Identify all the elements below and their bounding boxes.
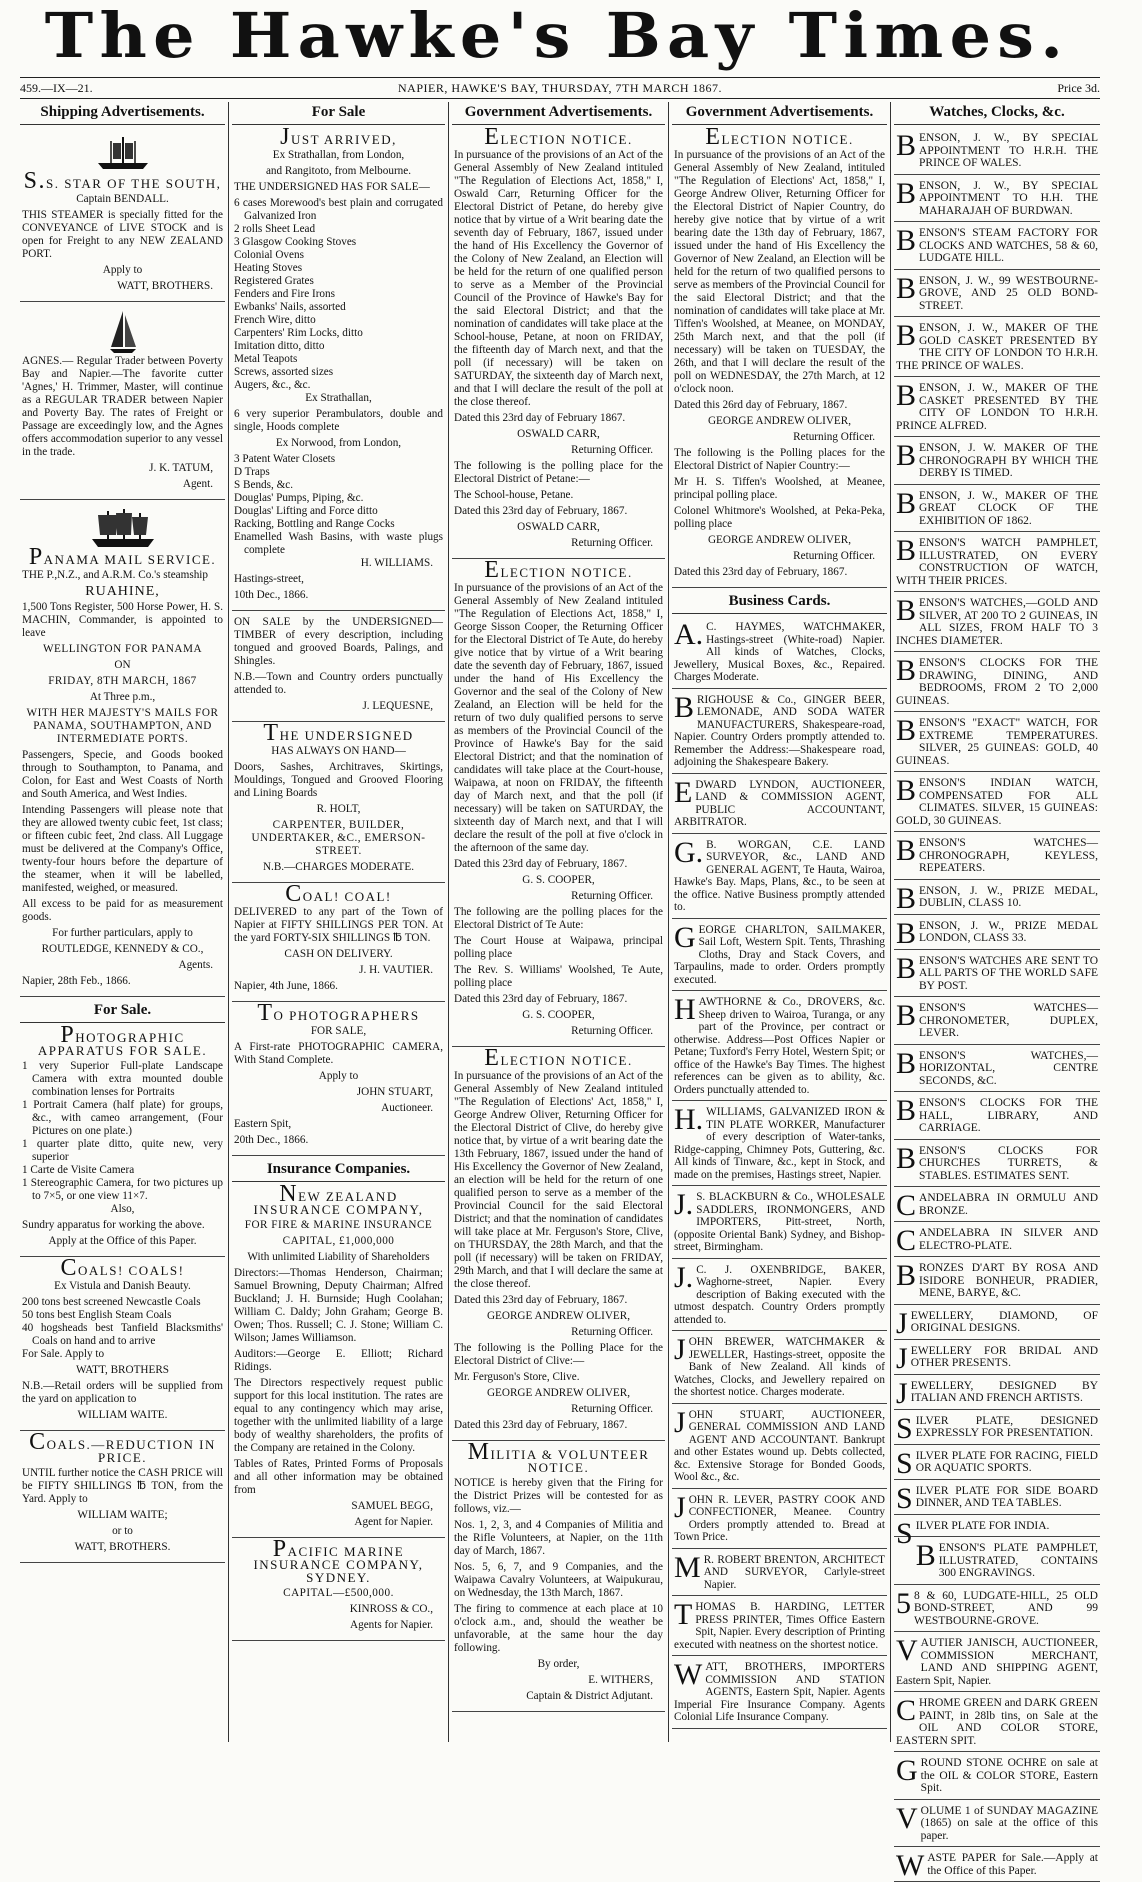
list-item: 3 Glasgow Cooking Stoves [234, 236, 357, 248]
benson-ad: SILVER PLATE, DESIGNED EXPRESSLY FOR PRESENTATION. [896, 1411, 1098, 1445]
column-divider [228, 102, 229, 1742]
ad-subtitle: HAS ALWAYS ON HAND— [271, 745, 406, 757]
signature: GEORGE ANDREW OLIVER, [707, 534, 852, 546]
benson-ad: JEWELLERY FOR BRIDAL AND OTHER PRESENTS. [896, 1341, 1098, 1375]
polling-place: The Rev. S. Williams' Woolshed, Te Aute, polling place [454, 964, 663, 989]
polling-place: Colonel Whitmore's Woolshed, at Peka-Peka, polling place [674, 505, 885, 530]
benson-ad: BENSON, J. W., PRIZE MEDAL, DUBLIN, CLASS 10. [896, 881, 1098, 915]
benson-ad: BENSON, J. W., PRIZE MEDAL LONDON, CLASS 33. [896, 916, 1098, 950]
benson-ad: BENSON, J. W., 99 WESTBOURNE-GROVE, AND 25 OLD BOND-STREET. [894, 272, 1100, 318]
capital: CAPITAL—£500,000. [283, 1587, 394, 1599]
signature-role: Returning Officer. [571, 890, 653, 902]
list-item: French Wire, ditto [234, 314, 316, 326]
section-heading: Shipping Advertisements. [20, 102, 225, 125]
list-item: Enamelled Wash Basins, with waste plugs complete [234, 531, 443, 556]
list-item: Fenders and Fire Irons [234, 288, 335, 300]
ad-body: 6 very superior Perambulators, double and single, Hoods complete [234, 408, 443, 433]
ad-body: NOTICE is hereby given that the Firing for the District Prizes will be contested for as follows, viz.— [454, 1477, 663, 1515]
ad-star-of-the-south [20, 129, 225, 302]
item-list [234, 453, 443, 557]
benson-ad: BENSON'S CLOCKS FOR THE DRAWING, DINING, AND BEDROOMS, FROM 2 TO 2,000 GUINEAS. [894, 654, 1100, 712]
dated: Dated this 23rd day of February, 1867. [454, 505, 628, 517]
dateline [20, 80, 1100, 96]
signature: OSWALD CARR, [517, 428, 600, 440]
ad-body: Nos. 1, 2, 3, and 4 Companies of Militia and the Rifle Volunteers, at Napier, on the 11th day of March, 1867. [454, 1519, 663, 1557]
note: N.B.—Retail orders will be supplied from the yard on application to [22, 1380, 223, 1405]
ad-title: COALS! COALS! [60, 1255, 185, 1281]
signature-role: Returning Officer. [571, 537, 653, 549]
signature: GEORGE ANDREW OLIVER, [707, 415, 852, 427]
price: Price 3d. [1057, 81, 1100, 95]
apply-text: Apply to [102, 264, 143, 276]
column-divider [668, 102, 669, 1742]
benson-ad: SILVER PLATE FOR INDIA. [894, 1517, 1100, 1538]
ad-title: JUST ARRIVED, [280, 124, 397, 150]
polling: The following is the Polling Place for the Electoral District of Clive:— [454, 1342, 663, 1367]
business-card: BRIGHOUSE & Co., GINGER BEER, LEMONADE, AND SODA WATER MANUFACTURERS, Shakespeare-road, Napier. Country Orders promptly attended to. Remember the Address:—Shakespeare road, adjoining the Shakespeare Bakery. [672, 691, 887, 774]
capital: CAPITAL, £1,000,000 [282, 1235, 395, 1247]
item-list [22, 1060, 223, 1203]
ad-intro: THE UNDERSIGNED HAS FOR SALE— [234, 181, 430, 193]
address: Eastern Spit, [234, 1118, 292, 1130]
signature: E. WITHERS, [588, 1674, 653, 1686]
business-card: JOHN STUART, AUCTIONEER, GENERAL COMMISSION AND LAND AGENT AND ACCOUNTANT. Bankrupt and other Estates wound up. Debts collected, &c. Extensive Storage for Bonded Goods, Wool &c., &c. [672, 1406, 887, 1489]
ad-just-arrived [232, 124, 445, 611]
ad-agnes [20, 305, 225, 500]
polling-place: The School-house, Petane. [454, 489, 574, 501]
auditors: Auditors:—George E. Elliott; Richard Ridings. [234, 1348, 443, 1373]
apply-text: Apply to [318, 1070, 359, 1082]
item-list [234, 197, 443, 392]
ad-coal [232, 881, 445, 1002]
benson-ad: SILVER PLATE FOR RACING, FIELD OR AQUATIC SPORTS. [896, 1446, 1098, 1480]
ad-stone-ochre: GROUND STONE OCHRE on sale at the OIL & COLOR STORE, Eastern Spit. [894, 1754, 1100, 1800]
ad-body: Passengers, Specie, and Goods booked through to Southampton, to Panama, and Colon, for East and West Coasts of North and South America, and West Indies. [22, 749, 223, 800]
top-rule [20, 77, 1100, 78]
signature: OSWALD CARR, [517, 521, 600, 533]
signature-role: Returning Officer. [793, 550, 875, 562]
business-card: GEORGE CHARLTON, SAILMAKER, Sail Loft, Western Spit. Tents, Thrashing Cloths, Dray and Stack Covers, and Tarpaulins, made to order. Orders promptly executed. [672, 921, 887, 992]
list-item: Registered Grates [234, 275, 314, 287]
list-item: 40 hogsheads best Tanfield Blacksmiths' Coals on hand and to arrive [22, 1322, 223, 1347]
list-item: Carpenters' Rim Locks, ditto [234, 327, 363, 339]
benson-ad: 58 & 60, LUDGATE-HILL, 25 OLD BOND-STREET, AND 99 WESTBOURNE-GROVE. [894, 1587, 1100, 1633]
business-card: JOHN R. LEVER, PASTRY COOK AND CONFECTIONER, Meanee. Country Orders promptly attended to. Bread at Town Price. [672, 1491, 887, 1549]
business-card: EDWARD LYNDON, AUCTIONEER, LAND & COMMISSION AGENT, PUBLIC ACCOUNTANT, ARBITRATOR. [672, 776, 887, 834]
ad-title: NEW ZEALAND INSURANCE COMPANY, [253, 1181, 424, 1217]
ad-holt [232, 720, 445, 883]
for-sale: For Sale. Apply to [22, 1348, 105, 1360]
list-item: 1 quarter plate ditto, quite new, very superior [22, 1138, 223, 1163]
business-card: HAWTHORNE & Co., DROVERS, &c. Sheep driven to Wairoa, Turanga, or any part of the Province, per contract or otherwise. Address—Post Offices Napier or Petane; Tuxford's Ferry Hotel, Western Spit; or office of the Hawke's Bay Times. The highest references can be given as to ability, &c. Orders punctually attended to. [672, 993, 887, 1101]
ad-subtitle: FOR FIRE & MARINE INSURANCE [244, 1219, 433, 1231]
signature-role: Agent for Napier. [354, 1516, 433, 1528]
ad-nz-insurance [232, 1181, 445, 1538]
signature: H. WILLIAMS. [360, 557, 433, 569]
ad-body: THIS STEAMER is specially fitted for the CONVEYANCE of LIVE STOCK and is open for Freight to any NEW ZEALAND PORT. [22, 209, 223, 260]
list-item: 6 cases Morewood's best plain and corrugated Galvanized Iron [234, 197, 443, 222]
benson-ad: BENSON, J. W., BY SPECIAL APPOINTMENT TO H.H. THE MAHARAJAH OF BURDWAN. [894, 177, 1100, 223]
liability: With unlimited Liability of Shareholders [247, 1251, 430, 1263]
by-order: By order, [537, 1658, 580, 1670]
business-card: JOHN BREWER, WATCHMAKER & JEWELLER, Hastings-street, opposite the Bank of New Zealand. All kinds of Watches, Clocks, and Jewellery repaired on the shortest notice. Charges moderate. [672, 1333, 887, 1404]
signature: GEORGE ANDREW OLIVER, [486, 1387, 631, 1399]
signature: G. S. COOPER, [522, 874, 595, 886]
ad-panama-mail [20, 503, 225, 997]
ad-body: The firing to commence at each place at 10 o'clock a.m., and, should the weather be unfavorable, at the same hour the day following. [454, 1603, 663, 1654]
business-card: J.S. BLACKBURN & Co., WHOLESALE SADDLERS, IRONMONGERS, AND IMPORTERS, Pitt-street, North, (opposite Oriental Bank) Sydney, and Bishop-street, Birmingham. [672, 1188, 887, 1259]
section-heading: Watches, Clocks, &c. [894, 102, 1100, 125]
column-for-sale [232, 102, 445, 1742]
agents-role: Agents. [178, 959, 213, 971]
signature: KINROSS & CO., [349, 1603, 433, 1615]
ad-body: Nos. 5, 6, 7, and 9 Companies, and the Waipawa Cavalry Volunteers, at Waipukurau, on Wednesday, the 13th March, 1867. [454, 1561, 663, 1599]
ad-body: A First-rate PHOTOGRAPHIC CAMERA, With Stand Complete. [234, 1041, 443, 1066]
ad-title: MILITIA & VOLUNTEER NOTICE. [467, 1439, 650, 1475]
list-item: Douglas' Pumps, Piping, &c. [234, 492, 364, 504]
ad-body: In pursuance of the provisions of an Act of the General Assembly of New Zealand, intituled "The Regulation of Elections' Act, 1858," I, George Andrew Oliver, Returning Officer for the Electoral District of Napier Country, do hereby give notice that by virtue of a writ bearing date the 13th day of February, 1867, issued under the hand of His Excellency the Governor of New Zealand, an Election will be held for the return of two qualified persons to serve as members of the Provincial Council for the said Electoral District; and that the nomination of candidates will take place at Mr. Tiffen's Woolshed, at Meanee, on MONDAY, 25th March next, and that the poll (if necessary) will be taken on TUESDAY, the 26th, and that I will declare the result of the poll on WEDNESDAY, the 27th March, at 12 o'clock noon. [674, 149, 885, 395]
list-item: 50 tons best English Steam Coals [22, 1309, 172, 1321]
signature-role: Returning Officer. [571, 444, 653, 456]
signature: GEORGE ANDREW OLIVER, [486, 1310, 631, 1322]
benson-ad: BENSON, J. W., MAKER OF THE CASKET PRESENTED BY THE CITY OF LONDON TO H.R.H. PRINCE ALFRED. [894, 379, 1100, 437]
date-place: NAPIER, HAWKE'S BAY, THURSDAY, 7TH MARCH 1867. [397, 81, 723, 95]
ad-body: 1,500 Tons Register, 500 Horse Power, H. S. MACHIN, Commander, is appointed to leave [22, 601, 223, 639]
ad-waste-paper: WASTE PAPER for Sale.—Apply at the Office of this Paper. [896, 1849, 1098, 1882]
steamship-icon [88, 507, 158, 549]
list-item: 3 Patent Water Closets [234, 453, 336, 465]
dated: Dated this 23rd day of February 1867. [454, 412, 626, 424]
list-item: 200 tons best screened Newcastle Coals [22, 1296, 201, 1308]
ad-title: S.S. STAR OF THE SOUTH, [23, 168, 222, 194]
ad-title: COALS.—REDUCTION IN PRICE. [29, 1429, 216, 1465]
sailboat-icon [108, 309, 138, 353]
signature-role: Auctioneer. [381, 1102, 433, 1114]
ad-title: PANAMA MAIL SERVICE. [28, 544, 217, 570]
ad-body: In pursuance of the provisions of an Act of the General Assembly of New Zealand intituled "The Regulation of Elections Act, 1858," I, Oswald Carr, Returning Officer for the Electoral District of Petane, do hereby give notice that by virtue of a Writ bearing date the seventh day of February, 1867, issued under the hand of His Excellency the Governor of the Colony of New Zealand, an Election will be held for the return of one qualified person to serve as a Member of the Provincial Council of the Province of Hawke's Bay for the said Electoral District; and that the nomination of candidates will take place at the School-house, Petane, at noon on FRIDAY, the fifteenth day of March next, and that the poll (if necessary) will be taken on SATURDAY, the sixteenth day of March next, and that I will declare the result of the poll at the close thereof. [454, 149, 663, 408]
ad-election-te-aute [452, 557, 665, 1047]
ad-timber [232, 614, 445, 722]
signature-role: Returning Officer. [571, 1326, 653, 1338]
dated: 20th Dec., 1866. [234, 1134, 309, 1146]
item-list [22, 1296, 223, 1348]
column-shipping [20, 102, 225, 1742]
list-item: Racking, Bottling and Range Cocks [234, 518, 395, 530]
benson-ad: BENSON'S INDIAN WATCH, COMPENSATED FOR ALL CLIMATES. SILVER, 15 GUINEAS: GOLD, 30 GUINEAS. [894, 774, 1100, 832]
business-card: MR. ROBERT BRENTON, ARCHITECT AND SURVEYOR, Carlyle-street Napier. [672, 1551, 887, 1597]
dated: Dated this 23rd day of February, 1867. [454, 993, 628, 1005]
signature: WILLIAM WAITE; [77, 1509, 168, 1521]
ex-ship: and Rangitoto, from Melbourne. [265, 165, 412, 177]
list-item: D Traps [234, 466, 270, 478]
dated: Dated this 23rd day of February, 1867. [454, 1419, 628, 1431]
ad-pacific-marine [232, 1536, 445, 1641]
business-card: H.WILLIAMS, GALVANIZED IRON & TIN PLATE WORKER, Manufacturer of every description of Water-tanks, Ridge-capping, Chimney Pots, Guttering, &c. All kinds of Tinware, &c., kept in Stock, and made on the premises, Hastings street, Napier. [672, 1103, 887, 1186]
benson-ad: BENSON'S WATCHES,—HORIZONTAL, CENTRE SECONDS, &C. [894, 1047, 1100, 1093]
agent: WATT, BROTHERS [75, 1364, 170, 1376]
benson-ad: BENSON, J. W., MAKER OF THE GOLD CASKET PRESENTED BY THE CITY OF LONDON TO H.R.H. THE PRINCE OF WALES. [894, 319, 1100, 377]
benson-ad: BENSON'S WATCHES—CHRONOGRAPH, KEYLESS, REPEATERS. [894, 834, 1100, 880]
or-text: or to [112, 1525, 133, 1537]
benson-ad: BENSON'S WATCHES,—GOLD AND SILVER, AT 200 TO 2 GUINEAS, IN ALL SIZES, FROM HALF TO 3 INCHES DIAMETER. [894, 594, 1100, 652]
on: ON [114, 659, 131, 671]
dated: Dated this 23rd day of February, 1867. [674, 566, 848, 578]
list-item: Metal Teapots [234, 353, 298, 365]
ad-title: ELECTION NOTICE. [484, 1045, 633, 1071]
benson-ad: BENSON'S WATCHES ARE SENT TO ALL PARTS OF THE WORLD SAFE BY POST. [894, 952, 1100, 998]
ad-photographic-apparatus [20, 1022, 225, 1257]
polling-place: Mr. Ferguson's Store, Clive. [454, 1371, 580, 1383]
benson-ad: BENSON'S WATCH PAMPHLET, ILLUSTRATED, ON EVERY CONSTRUCTION OF WATCH, WITH THEIR PRICES. [894, 534, 1100, 592]
polling-place: The Court House at Waipawa, principal polling place [454, 935, 663, 960]
ad-title: ELECTION NOTICE. [484, 124, 633, 150]
trade: CARPENTER, BUILDER, UNDERTAKER, &C., EMERSON-STREET. [251, 819, 426, 857]
signature-role: Captain & District Adjutant. [526, 1690, 653, 1702]
benson-ad: JEWELLERY, DESIGNED BY ITALIAN AND FRENCH ARTISTS. [896, 1376, 1098, 1410]
list-item: 1 Stereographic Camera, for two pictures up to 7×5, or one view 11×7. [22, 1177, 223, 1202]
signature-role: Agent. [182, 478, 213, 490]
signature: JOHN STUART, [356, 1086, 433, 1098]
directors: Directors:—Thomas Henderson, Chairman; Samuel Browning, Deputy Chairman; Alfred Buckland; J. H. Burnside; Hugh Coolahan; William C. Daldy; John Graham; George B. Owen; Thos. Russell; C. J. Stone; William C. Wilson; James Williamson. [234, 1267, 443, 1344]
mails: WITH HER MAJESTY'S MAILS FOR PANAMA, SOUTHAMPTON, AND INTERMEDIATE PORTS. [26, 707, 219, 745]
ad-election-napier-country [672, 124, 887, 588]
sailing-time: At Three p.m., [89, 691, 156, 703]
benson-ad: BENSON, J. W. MAKER OF THE CHRONOGRAPH BY WHICH THE DERBY IS TIMED. [894, 439, 1100, 485]
ad-title: TO PHOTOGRAPHERS [257, 1000, 420, 1026]
signature-role: Agents for Napier. [350, 1619, 433, 1631]
list-item: 1 Portrait Camera (half plate) for groups, &c., with cameo arrangement, (Four Pictures on one plate.) [22, 1099, 223, 1137]
signature-role: Returning Officer. [571, 1025, 653, 1037]
address: Hastings-street, [234, 573, 304, 585]
issue-number: 459.—IX—21. [20, 81, 93, 95]
dated: Napier, 4th June, 1866. [234, 980, 338, 992]
ad-body: In pursuance of the provisions of an Act of the General Assembly of New Zealand intituled "The Regulation of Elections Act, 1858," I, George Sisson Cooper, the Returning Officer for the Electoral District of Te Aute, do hereby give notice that by virtue of a Writ bearing date the seventh day of February, 1867, issued under the hand of His Excellency the Governor and the seal of the Colony of New Zealand, an Election will be held for the return of two duly qualified persons to serve as members of the Provincial Council of the Province of Hawke's Bay for the said Electoral District; and that the nomination of candidates will take place at the Court-house, Waipawa, at noon on FRIDAY, the fifteenth day of March next, and that the poll (if necessary) will be taken on SATURDAY, the sixteenth day of March next, and that I will declare the result of the poll at five o'clock in the afternoon of the same day. [454, 582, 663, 854]
dated: Dated this 23rd day of February, 1867. [454, 858, 628, 870]
signature-role: Returning Officer. [571, 1403, 653, 1415]
ex-ship: Ex Vistula and Danish Beauty. [54, 1280, 191, 1292]
list-item: 1 Carte de Visite Camera [22, 1164, 135, 1176]
column-government-1 [452, 102, 665, 1742]
ad-title: ELECTION NOTICE. [705, 124, 854, 150]
polling-place: Mr H. S. Tiffen's Woolshed, at Meanee, principal polling place. [674, 476, 885, 501]
ship-name: RUAHINE, [85, 584, 160, 599]
signature: SAMUEL BEGG, [351, 1500, 433, 1512]
note: N.B.—CHARGES MODERATE. [262, 861, 415, 873]
column-government-2 [672, 102, 887, 1742]
dated: Napier, 28th Feb., 1866. [22, 975, 131, 987]
apply-text: Apply at the Office of this Paper. [48, 1235, 197, 1247]
dated: 10th Dec., 1866. [234, 589, 309, 601]
ad-title: COAL! COAL! [285, 881, 392, 907]
ad-title: PHOTOGRAPHIC APPARATUS FOR SALE. [37, 1022, 208, 1058]
benson-ad: CANDELABRA IN ORMULU AND BRONZE. [896, 1189, 1098, 1222]
note: N.B.—Town and Country orders punctually attended to. [234, 671, 443, 696]
benson-ad: BENSON'S PLATE PAMPHLET, ILLUSTRATED, CONTAINS 300 ENGRAVINGS. [894, 1539, 1100, 1585]
dated: Dated this 26rd day of February, 1867. [674, 399, 848, 411]
benson-ad: JEWELLERY, DIAMOND, OF ORIGINAL DESIGNS. [896, 1306, 1098, 1340]
benson-ad: CANDELABRA IN SILVER AND ELECTRO-PLATE. [896, 1224, 1098, 1257]
list-item: 2 rolls Sheet Lead [234, 223, 316, 235]
ad-chrome-green: CHROME GREEN and DARK GREEN PAINT, in 28lb tins, on Sale at the OIL AND COLOR STORE, EASTERN SPIT. [894, 1694, 1100, 1752]
ad-title: PACIFIC MARINE INSURANCE COMPANY, SYDNEY. [253, 1536, 424, 1585]
ad-body: All excess to be paid for as measurement goods. [22, 898, 223, 923]
business-card: THOMAS B. HARDING, LETTER PRESS PRINTER, Times Office Eastern Spit, Napier. Every description of Printing executed with neatness on the shortest notice. [672, 1598, 887, 1656]
benson-ad: BENSON'S WATCHES—CHRONOMETER, DUPLEX, LEVER. [894, 999, 1100, 1045]
polling: The following is the polling place for the Electoral District of Petane:— [454, 460, 663, 485]
ad-vautier-janisch: VAUTIER JANISCH, AUCTIONEER, COMMISSION MERCHANT, LAND AND SHIPPING AGENT, Eastern Spit, Napier. [894, 1634, 1100, 1692]
captain: Captain BENDALL. [76, 193, 169, 205]
column-watches [894, 102, 1100, 1882]
section-heading: Business Cards. [672, 591, 887, 614]
also: Also, [110, 1203, 135, 1215]
steamship-icon [93, 133, 153, 173]
list-item: Augers, &c., &c. [234, 379, 311, 391]
list-item: Ewbanks' Nails, assorted [234, 301, 346, 313]
ex-ship: Ex Norwood, from London, [275, 437, 402, 449]
business-card: WATT, BROTHERS, IMPORTERS COMMISSION AND STATION AGENTS, Eastern Spit, Napier. Agents Imperial Fire Insurance Company. Agents Colonial Life Insurance Company. [672, 1658, 887, 1729]
ad-election-clive [452, 1045, 665, 1441]
ad-body: UNTIL further notice the CASH PRICE will be FIFTY SHILLINGS ℔ TON, from the Yard. Apply to [22, 1467, 223, 1505]
signature: WATT, BROTHERS. [74, 1541, 171, 1553]
ad-body: ON SALE by the UNDERSIGNED—TIMBER of every description, including tongued and grooved Boards, Palings, and Shingles. [234, 616, 443, 667]
ad-coals-reduction [20, 1429, 225, 1563]
benson-ad: BENSON'S STEAM FACTORY FOR CLOCKS AND WATCHES, 58 & 60, LUDGATE HILL. [894, 224, 1100, 270]
polling: The following are the polling places for the Electoral District of Te Aute: [454, 906, 663, 931]
agents: ROUTLEDGE, KENNEDY & CO., [41, 943, 204, 955]
signature: G. S. COOPER, [522, 1009, 595, 1021]
ad-photographers [232, 1000, 445, 1156]
column-divider [890, 102, 891, 1742]
section-heading: Government Advertisements. [452, 102, 665, 125]
benson-ad: BENSON'S "EXACT" WATCH, FOR EXTREME TEMPERATURES. SILVER, 25 GUINEAS: GOLD, 40 GUINEAS. [894, 714, 1100, 772]
signature: R. HOLT, [316, 803, 361, 815]
sailing-date: FRIDAY, 8TH MARCH, 1867 [48, 675, 197, 687]
agent: WATT, BROTHERS. [117, 280, 213, 292]
top-rule-2 [20, 98, 1100, 99]
list-item: Screws, assorted sizes [234, 366, 334, 378]
section-heading: Insurance Companies. [232, 1159, 445, 1182]
signature: WILLIAM WAITE. [77, 1409, 168, 1421]
ad-sunday-magazine: VOLUME 1 of SUNDAY MAGAZINE (1865) on sale at the office of this paper. [894, 1802, 1100, 1848]
column-divider [448, 102, 449, 1742]
list-item: Imitation ditto, ditto [234, 340, 325, 352]
list-item: Colonial Ovens [234, 249, 304, 261]
route: WELLINGTON FOR PANAMA [42, 643, 203, 655]
ad-body: AGNES.— Regular Trader between Poverty Bay and Napier.—The favorite cutter 'Agnes,' H. Trimmer, Master, will continue as a REGULAR TRADER between Napier and Poverty Bay. The rates of Freight or Passage are exceedingly low, and the Agnes offers accommodation superior to any vessel in the trade. [22, 355, 223, 458]
signature: J. LEQUESNE, [362, 700, 433, 712]
ad-militia-notice [452, 1439, 665, 1712]
ex-ship: Ex Strathallan, from London, [272, 149, 405, 161]
section-heading: For Sale [232, 102, 445, 125]
cash-note: CASH ON DELIVERY. [284, 948, 393, 960]
dated: Dated this 23rd day of February, 1867. [454, 1294, 628, 1306]
polling: The following is the Polling places for the Electoral District of Napier Country:— [674, 447, 885, 472]
benson-ad: BENSON, J. W., MAKER OF THE GREAT CLOCK OF THE EXHIBITION OF 1862. [894, 487, 1100, 533]
benson-ad: BENSON, J. W., BY SPECIAL APPOINTMENT TO H.R.H. THE PRINCE OF WALES. [894, 129, 1100, 175]
ad-body: Tables of Rates, Printed Forms of Proposals and all other information may be obtained from [234, 1458, 443, 1496]
signature: J. H. VAUTIER. [359, 964, 433, 976]
list-item: Heating Stoves [234, 262, 303, 274]
signature: J. K. TATUM, [149, 462, 213, 474]
ad-title: ELECTION NOTICE. [484, 557, 633, 583]
ad-coals [20, 1255, 225, 1431]
list-item: S Bends, &c. [234, 479, 294, 491]
ad-subtitle: FOR SALE, [310, 1025, 367, 1037]
sundry: Sundry apparatus for working the above. [22, 1219, 205, 1231]
list-item: 1 very Superior Full-plate Landscape Camera with extra mounted double combination lenses for Portraits [22, 1060, 223, 1098]
business-card: A.C. HAYMES, WATCHMAKER, Hastings-street (White-road) Napier. All kinds of Watches, Clocks, Jewellery, Musical Boxes, &c., Repaired. Charges Moderate. [672, 618, 887, 689]
ad-body: Intending Passengers will please note that they are allowed twenty cubic feet, 1st class; or fifteen cubic feet, 2nd class. All Luggage must be delivered at the Company's Office, twenty-four hours before the departure of the steamer, when it will be labelled, manifested, weighed, or measured. [22, 804, 223, 894]
newspaper-title: The Hawke's Bay Times. [44, 0, 1070, 72]
ad-body: In pursuance of the provisions of an Act of the General Assembly of New Zealand intituled "The Regulation of Elections' Act, 1858," I, George Andrew Oliver, Returning Officer for the Electoral District of Clive, do hereby give notice that, by virtue of a writ bearing date the 13th February, 1867, issued under the hand of His Excellency the Governor of New Zealand, an election will be held for the return of one qualified person to serve as a member of the Provincial Council for the said Electoral District; and that the nomination of candidates will take place at Mr. Ferguson's Store, Clive, on THURSDAY, the 28th March, and that the poll (if necessary) will be taken on FRIDAY, 29th March, and that I will declare the same at the close thereof. [454, 1070, 663, 1290]
ad-body: THE P.,N.Z., and A.R.M. Co.'s steamship [22, 569, 208, 581]
section-heading: Government Advertisements. [672, 102, 887, 125]
ad-body: For further particulars, apply to [52, 927, 193, 939]
signature-role: Returning Officer. [793, 431, 875, 443]
ad-body: The Directors respectively request public support for this local institution. The rates are equal to any contingency which may arise, together with the unlimited liability of a large body of wealthy shareholders, the profits of the Company are retained in the Colony. [234, 1377, 443, 1454]
benson-ad: BENSON'S CLOCKS FOR THE HALL, LIBRARY, AND CARRIAGE. [894, 1094, 1100, 1140]
benson-ad: SILVER PLATE FOR SIDE BOARD DINNER, AND TEA TABLES. [896, 1481, 1098, 1515]
benson-ad: BRONZES D'ART BY ROSA AND ISIDORE BONHEUR, PRADIER, MENE, BARYE, &C. [894, 1259, 1100, 1305]
ad-body: DELIVERED to any part of the Town of Napier at FIFTY SHILLINGS PER TON. At the yard FORTY-SIX SHILLINGS ℔ TON. [234, 906, 443, 944]
section-heading: For Sale. [20, 1000, 225, 1023]
list-item: Douglas' Lifting and Force ditto [234, 505, 378, 517]
business-card: G.B. WORGAN, C.E. LAND SURVEYOR, &c., LAND AND GENERAL AGENT, Te Hauta, Wairoa, Hawke's Bay. Maps, Plans, &c., to be seen at the office. Native Business promptly attended to. [672, 836, 887, 919]
benson-ad: BENSON'S CLOCKS FOR CHURCHES TURRETS, & STABLES. ESTIMATES SENT. [894, 1142, 1100, 1188]
business-card: J.C. J. OXENBRIDGE, BAKER, Waghorne-street, Napier. Every description of Baking executed with the utmost despatch. Country Orders promptly attended to. [672, 1261, 887, 1332]
masthead [0, 0, 1114, 72]
ad-body: Doors, Sashes, Architraves, Skirtings, Mouldings, Tongued and Grooved Flooring and Lining Boards [234, 761, 443, 799]
ex-ship: Ex Strathallan, [305, 392, 372, 404]
ad-election-petane [452, 124, 665, 559]
ad-title: THE UNDERSIGNED [263, 720, 414, 746]
